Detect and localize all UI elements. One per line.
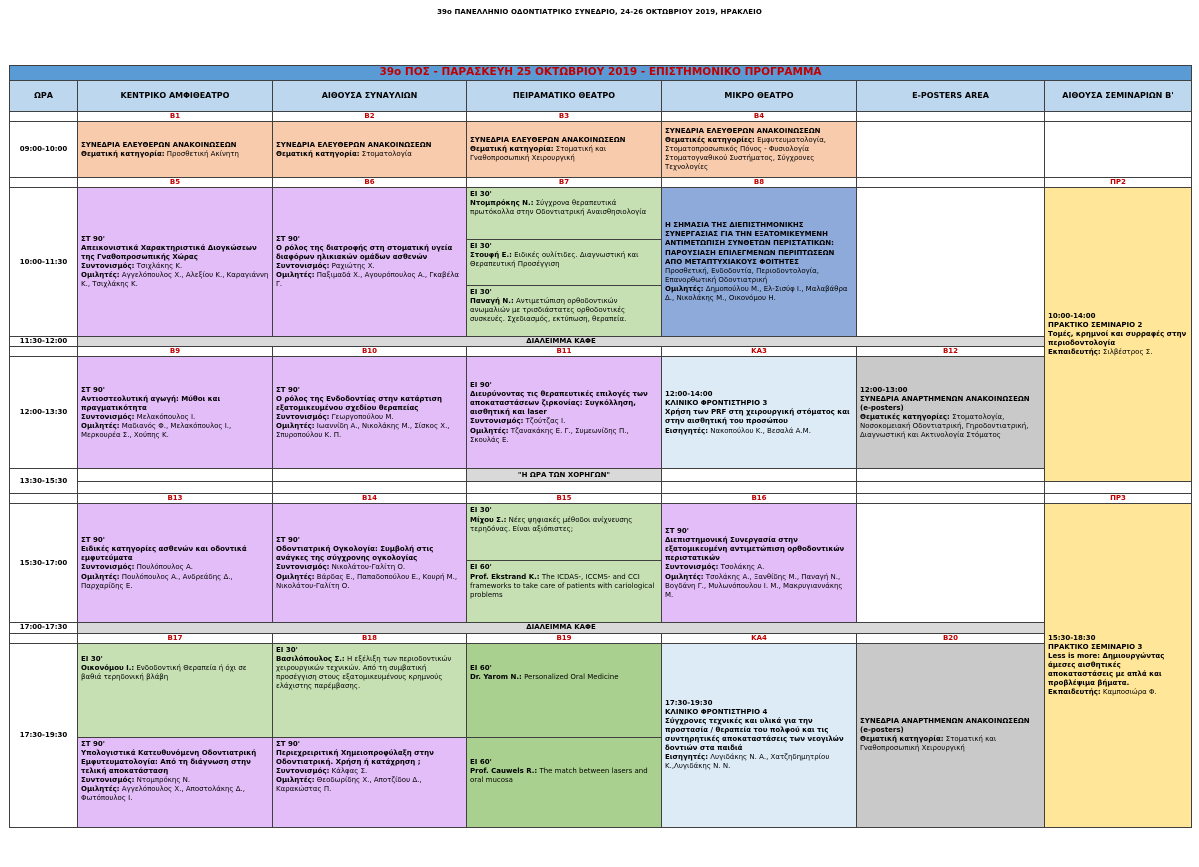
session-code: B18 [273, 633, 467, 643]
session-title: Οδοντιατρική Ογκολογία: Συμβολή στις ανάγκες της σύγχρονης ογκολογίας [276, 545, 434, 563]
lecture-title: The match between lasers and oral mucosa [470, 766, 648, 785]
session-b2 [273, 122, 467, 178]
session-title: ΣΥΝΕΔΡΙΑ ΑΝΑΡΤΗΜΕΝΩΝ ΑΝΑΚΟΙΝΩΣΕΩΝ (e-posters) [860, 716, 1030, 735]
col-header-central-amphitheatre: ΚΕΝΤΡΙΚΟ ΑΜΦΙΘΕΑΤΡΟ [78, 81, 273, 112]
speaker-name: Μίχου Σ.: [470, 515, 507, 524]
session-type: ΣΤ 90' [276, 234, 300, 243]
session-title: ΣΥΝΕΔΡΙΑ ΕΛΕΥΘΕΡΩΝ ΑΝΑΚΟΙΝΩΣΕΩΝ [470, 135, 626, 144]
session-b1 [78, 122, 273, 178]
session-code: B6 [273, 178, 467, 188]
session-subtitle: Τομές, κρημνοί και συρραφές στην περιοδοντολογία [1048, 330, 1187, 348]
lecture-title: Ενδοδοντική Θεραπεία ή όχι σε βαθιά τερηδονική βλάβη [81, 663, 247, 681]
instructor-label: Εκπαιδευτής: [1048, 348, 1101, 357]
session-type: ΣΤ 90' [81, 536, 105, 545]
session-subtitle: Σύγχρονες τεχνικές και υλικά για την προστασία / θεραπεία του πολφού και τις συντηρητικές αποκαταστάσεις των νεογιλών δοντιών στα παιδιά [665, 716, 844, 753]
coordination-label: Συντονισμός: [81, 563, 135, 572]
session-b11 [467, 357, 662, 469]
speakers: Βάρδας Ε., Παπαδοπούλου Ε., Κουρή Μ., Νικολάτου-Γαλίτη Ο. [276, 572, 458, 590]
category-value: Εμφυτευματολογία, Στοματοπροσωπικός Πόνος - Φυσιολογία Στοματογναθικού Συστήματος, Σύγχρονες Τεχνολογίες [665, 135, 827, 172]
session-b3 [467, 122, 662, 178]
session-b16 [662, 504, 857, 623]
session-title: Απεικονιστικά Χαρακτηριστικά Διογκώσεων της Γναθοπροσωπικής Χώρας [81, 244, 257, 262]
category-value: Στοματική και Γναθοπροσωπική Χειρουργική [470, 145, 607, 163]
session-type: ΣΤ 90' [81, 739, 105, 748]
speakers-label: Ομιλητές: [276, 421, 315, 430]
lecture-title: Σύγχρονα θεραπευτικά πρωτόκολλα στην Οδοντιατρική Αναισθησιολογία [470, 199, 647, 217]
coordination-label: Συντονισμός: [81, 262, 135, 271]
lecture-slot [467, 188, 661, 240]
session-b13 [78, 504, 273, 623]
coordination-label: Συντονισμός: [276, 262, 330, 271]
speakers: Θεοδωρίδης Χ., Αποτζίδου Δ., Καρακώστας Π. [276, 776, 422, 794]
session-type: ΕΙ 30' [470, 506, 492, 515]
coordinator: Τσολάκης Α. [720, 563, 765, 572]
session-time: 10:00-14:00 [1048, 311, 1096, 320]
session-title: Περιεχρειριτική Χημειοπροφύλαξη στην Οδοντιατρική. Χρήση ή κατάχρηση ; [276, 748, 434, 766]
speaker-name: Ντομπρόκης Ν.: [470, 199, 534, 208]
session-time: 12:00-13:00 [860, 385, 908, 394]
session-b12 [857, 357, 1045, 469]
session-b6 [273, 188, 467, 337]
coordinator: Τζούτζας Ι. [525, 417, 566, 426]
col-header-small-theatre: ΜΙΚΡΟ ΘΕΑΤΡΟ [662, 81, 857, 112]
category-label: Θεματικές κατηγορίες: [860, 412, 950, 421]
lecture-title: Νέες ψηφιακές μέθοδοι ανίχνευσης τερηδόνας. Είναι αξιόπιστες; [470, 515, 633, 533]
time-slot: 12:00-13:30 [10, 357, 78, 469]
speakers-label: Ομιλητές: [276, 776, 315, 785]
coordinator: Νικολάτου-Γαλίτη Ο. [331, 563, 406, 572]
time-slot: 09:00-10:00 [10, 122, 78, 178]
coordination-label: Συντονισμός: [276, 412, 330, 421]
session-pr2 [1045, 188, 1192, 482]
session-code: B3 [467, 112, 662, 122]
session-title: ΣΥΝΕΔΡΙΑ ΕΛΕΥΘΕΡΩΝ ΑΝΑΚΟΙΝΩΣΕΩΝ [665, 126, 821, 135]
speakers-label: Ομιλητές: [276, 572, 315, 581]
lecture-slot [467, 738, 661, 827]
session-type: ΕΙ 30' [470, 288, 492, 297]
session-type: ΣΤ 90' [665, 527, 689, 536]
session-b7 [467, 188, 662, 337]
session-code: B9 [78, 347, 273, 357]
speakers-label: Ομιλητές: [665, 284, 704, 293]
speakers: Δημοπούλου Μ., Ελ-Σισύφ Ι., Μαλαβάθρα Δ., Νικολάκης Μ., Οικονόμου Η. [665, 284, 848, 303]
session-subtitle: Less is more: Δημιουργώντας άμεσες αισθητικές αποκαταστάσεις με απλά και προβλέψιμα βήματα. [1048, 651, 1165, 688]
coordination-label: Συντονισμός: [81, 776, 135, 785]
coordinator: Ντομπρόκης Ν. [136, 776, 191, 785]
category-label: Θεματικές κατηγορίες: [665, 135, 755, 144]
session-code: B19 [467, 633, 662, 643]
session-type: ΣΤ 90' [276, 739, 300, 748]
session-code: B2 [273, 112, 467, 122]
session-title: ΠΡΑΚΤΙΚΟ ΣΕΜΙΝΑΡΙΟ 3 [1048, 642, 1143, 651]
speakers-label: Ομιλητές: [665, 572, 704, 581]
coordinator: Μελακόπουλος Ι. [136, 412, 196, 421]
page-header: 39ο ΠΑΝΕΛΛΗΝΙΟ ΟΔΟΝΤΙΑΤΡΙΚΟ ΣΥΝΕΔΡΙΟ, 24-26 ΟΚΤΩΒΡΙΟΥ 2019, ΗΡΑΚΛΕΙΟ [437, 8, 762, 16]
speakers-label: Ομιλητές: [470, 426, 509, 435]
speaker-name: Prof. Ekstrand K.: [470, 572, 540, 581]
lecture-slot [78, 644, 272, 738]
session-b15 [467, 504, 662, 623]
speakers: Παξιμαδά Χ., Αγουρόπουλος Α., Γκαβέλα Γ. [276, 271, 460, 289]
lecture-slot [467, 286, 661, 336]
time-slot: 17:30-19:30 [10, 643, 78, 827]
symposium-slot [78, 738, 272, 827]
speakers: Μαδιανός Φ., Μελακόπουλος Ι., Μερκουρέα Σ., Χούπης Κ. [81, 421, 232, 440]
session-b17 [78, 643, 273, 827]
coordination-label: Συντονισμός: [276, 766, 330, 775]
lecture-title: Ειδικές ουλίτιδες. Διαγνωστική και Θεραπευτική Προσέγγιση [470, 251, 639, 269]
session-time: 12:00-14:00 [665, 390, 713, 399]
session-type: ΕΙ 30' [470, 242, 492, 251]
session-code: B11 [467, 347, 662, 357]
session-title: ΣΥΝΕΔΡΙΑ ΑΝΑΡΤΗΜΕΝΩΝ ΑΝΑΚΟΙΝΩΣΕΩΝ (e-posters) [860, 394, 1030, 412]
session-code: B7 [467, 178, 662, 188]
session-b8 [662, 188, 857, 337]
speaker-name: Dr. Yarom N.: [470, 672, 522, 681]
coordinator: Κάλφας Σ. [331, 766, 368, 775]
session-type: ΣΤ 90' [81, 234, 105, 243]
session-b18 [273, 643, 467, 827]
session-type: ΕΙ 60' [470, 563, 492, 572]
category-value: Στοματική και Γναθοπροσωπική Χειρουργική [860, 735, 997, 753]
session-code: B8 [662, 178, 857, 188]
category-value: Στοματολογία [361, 149, 412, 158]
session-title: Διευρύνοντας τις θεραπευτικές επιλογές των αποκαταστάσεων ζιρκονίας: Συγκόλληση, αισθητική και laser [470, 390, 648, 417]
session-type: ΣΤ 90' [81, 385, 105, 394]
lecture-slot [467, 644, 661, 738]
coordination-label: Συντονισμός: [81, 412, 135, 421]
session-title: ΠΡΑΚΤΙΚΟ ΣΕΜΙΝΑΡΙΟ 2 [1048, 320, 1143, 329]
session-b14 [273, 504, 467, 623]
time-slot: 13:30-15:30 [10, 469, 78, 494]
session-type: ΣΤ 90' [276, 536, 300, 545]
speaker-name: Οικονόμου Ι.: [81, 663, 135, 672]
session-subtitle: Χρήση των PRF στη χειρουργική στόματος και στην αισθητική του προσώπου [665, 408, 850, 426]
session-code: B17 [78, 633, 273, 643]
session-title: Η ΣΗΜΑΣΙΑ ΤΗΣ ΔΙΕΠΙΣΤΗΜΟΝΙΚΗΣ ΣΥΝΕΡΓΑΣΙΑΣ ΓΙΑ ΤΗΝ ΕΞΑΤΟΜΙΚΕΥΜΕΝΗ ΑΝΤΙΜΕΤΩΠΙΣΗ ΣΥΝΘΕΤΩΝ ΠΕΡΙΣΤΑΤΙΚΩΝ: ΠΑΡΟΥΣΙΑΣΗ ΕΠΙΛΕΓΜΕΝΩΝ ΠΕΡΙΠΤΩΣΕΩΝ ΑΠΟ ΜΕΤΑΠΤΥΧΙΑΚΟΥΣ ΦΟΙΤΗΤΕΣ [665, 221, 835, 266]
session-code: ΠΡ3 [1045, 494, 1192, 504]
col-header-time: ΩΡΑ [10, 81, 78, 112]
speaker-name: Στουφή Ε.: [470, 251, 512, 260]
speakers: Τσολάκης Α., Ξανθίδης Μ., Παναγή Ν., Βογδάνη Γ., Μυλωνόπουλου Ι. Μ., Μακρυγιαννάκης Μ. [665, 572, 843, 599]
session-ka3 [662, 357, 857, 469]
session-b19 [467, 643, 662, 827]
session-pr3 [1045, 504, 1192, 827]
time-slot: 10:00-11:30 [10, 188, 78, 337]
coffee-break: ΔΙΑΛΕΙΜΜΑ ΚΑΦΕ [78, 337, 1045, 347]
session-b4 [662, 122, 857, 178]
lecture-slot [467, 240, 661, 286]
coordinator: Γεωργοπούλου Μ. [331, 412, 394, 421]
presenters: Νακοπούλου Κ., Βεσαλά Α.Μ. [710, 426, 811, 435]
session-type: ΕΙ 30' [470, 190, 492, 199]
session-type: ΕΙ 90' [470, 381, 492, 390]
session-type: ΕΙ 30' [81, 654, 103, 663]
col-header-e-posters-area: E-POSTERS AREA [857, 81, 1045, 112]
col-header-experimental-theatre: ΠΕΙΡΑΜΑΤΙΚΟ ΘΕΑΤΡΟ [467, 81, 662, 112]
session-code: B1 [78, 112, 273, 122]
category-label: Θεματική κατηγορία: [81, 149, 165, 158]
session-code: B5 [78, 178, 273, 188]
session-time: 17:30-19:30 [665, 698, 713, 707]
session-code: B15 [467, 494, 662, 504]
speakers-label: Ομιλητές: [276, 271, 315, 280]
session-type: ΕΙ 60' [470, 757, 492, 766]
sponsors-hour: "Η ΩΡΑ ΤΩΝ ΧΟΡΗΓΩΝ" [467, 469, 662, 482]
coordination-label: Συντονισμός: [276, 563, 330, 572]
presenters-label: Εισηγητές: [665, 753, 709, 762]
time-slot: 15:30-17:00 [10, 504, 78, 623]
session-b5 [78, 188, 273, 337]
session-title: Ο ρόλος της διατροφής στη στοματική υγεία διαφόρων ηλικιακών ομάδων ασθενών [276, 244, 453, 262]
speakers-label: Ομιλητές: [81, 421, 120, 430]
session-b20 [857, 643, 1045, 827]
schedule-title: 39ο ΠΟΣ - ΠΑΡΑΣΚΕΥΗ 25 ΟΚΤΩΒΡΙΟΥ 2019 - ΕΠΙΣΤΗΜΟΝΙΚΟ ΠΡΟΓΡΑΜΜΑ [10, 66, 1192, 81]
session-b10 [273, 357, 467, 469]
session-title: ΚΛΙΝΙΚΟ ΦΡΟΝΤΙΣΤΗΡΙΟ 3 [665, 399, 768, 408]
presenters-label: Εισηγητές: [665, 426, 709, 435]
session-title: Αντιοστεολυτική αγωγή: Μύθοι και πραγματικότητα [81, 394, 221, 412]
coffee-break: ΔΙΑΛΕΙΜΜΑ ΚΑΦΕ [78, 623, 1045, 633]
category-label: Θεματική κατηγορία: [276, 149, 360, 158]
session-title: ΣΥΝΕΔΡΙΑ ΕΛΕΥΘΕΡΩΝ ΑΝΑΚΟΙΝΩΣΕΩΝ [276, 140, 432, 149]
speakers: Τζανακάκης Ε. Γ., Συμεωνίδης Π., Σκουλάς Ε. [470, 426, 629, 444]
speakers: Αγγελόπουλος Χ., Αλεξίου Κ., Καραγιάννη Κ., Τσιχλάκης Κ. [81, 271, 269, 289]
speakers-label: Ομιλητές: [81, 785, 120, 794]
session-b9 [78, 357, 273, 469]
lecture-title: Η εξέλιξη των περιοδοντικών χειρουργικών τεχνικών. Από τη συμβατική προσέγγιση στους εξατομικευμένους κρημνούς ελάχιστης παρέμβασης. [276, 654, 452, 691]
speaker-name: Παναγή Ν.: [470, 297, 514, 306]
session-code: B13 [78, 494, 273, 504]
session-code: ΠΡ2 [1045, 178, 1192, 188]
instructor: Καμποσιώρα Φ. [1102, 688, 1157, 697]
session-code: B12 [857, 347, 1045, 357]
speakers-label: Ομιλητές: [81, 572, 120, 581]
session-title: ΣΥΝΕΔΡΙΑ ΕΛΕΥΘΕΡΩΝ ΑΝΑΚΟΙΝΩΣΕΩΝ [81, 140, 237, 149]
category-label: Θεματική κατηγορία: [860, 735, 944, 744]
category-label: Θεματική κατηγορία: [470, 145, 554, 154]
session-code: KA3 [662, 347, 857, 357]
coordination-label: Συντονισμός: [470, 417, 524, 426]
speakers-label: Ομιλητές: [81, 271, 120, 280]
speakers: Αγγελόπουλος Χ., Αποστολάκης Δ., Φωτόπουλος Ι. [81, 785, 245, 803]
session-code: B10 [273, 347, 467, 357]
speaker-name: Prof. Cauwels R.: [470, 766, 538, 775]
session-title: Ειδικές κατηγορίες ασθενών και οδοντικά εμφυτεύματα [81, 545, 247, 563]
col-header-concert-hall: ΑΙΘΟΥΣΑ ΣΥΝΑΥΛΙΩΝ [273, 81, 467, 112]
coordination-label: Συντονισμός: [665, 563, 719, 572]
session-time: 15:30-18:30 [1048, 633, 1096, 642]
session-type: ΣΤ 90' [276, 385, 300, 394]
session-ka4 [662, 643, 857, 827]
session-code: KA4 [662, 633, 857, 643]
coordinator: Τσιχλάκης Κ. [136, 262, 183, 271]
lecture-slot [273, 644, 466, 738]
session-type: ΕΙ 60' [470, 663, 492, 672]
coordinator: Πουλόπουλος Α. [136, 563, 193, 572]
instructor: Σιλβέστρος Σ. [1102, 348, 1153, 357]
lecture-slot [467, 504, 661, 561]
coordinator: Ραχιώτης Χ. [331, 262, 375, 271]
presenters: Λυγιδάκης Ν. Α., Χατζηδημητρίου Κ.,Λυγιδάκης Ν. Ν. [665, 753, 830, 771]
speaker-name: Βασιλόπουλος Σ.: [276, 654, 345, 663]
session-code: B16 [662, 494, 857, 504]
lecture-slot [467, 561, 661, 622]
session-title: ΚΛΙΝΙΚΟ ΦΡΟΝΤΙΣΤΗΡΙΟ 4 [665, 707, 768, 716]
session-title: Ο ρόλος της Ενδοδοντίας στην κατάρτιση εξατομικευμένου σχεδίου θεραπείας [276, 394, 443, 412]
session-title: Υπολογιστικά Κατευθυνόμενη Οδοντιατρική Εμφυτευματολογία: Από τη διάγνωση στην τελική αποκατάσταση [81, 748, 257, 775]
session-code: B14 [273, 494, 467, 504]
time-slot: 11:30-12:00 [10, 337, 78, 347]
col-header-seminar-room-b: ΑΙΘΟΥΣΑ ΣΕΜΙΝΑΡΙΩΝ Β' [1045, 81, 1192, 112]
lecture-title: Personalized Oral Medicine [524, 672, 619, 681]
schedule-table [9, 65, 1192, 828]
time-slot: 17:00-17:30 [10, 623, 78, 633]
session-fields: Προσθετική, Ενδοδοντία, Περιοδοντολογία, Επανορθωτική Οδοντιατρική [665, 266, 819, 284]
session-code: B20 [857, 633, 1045, 643]
category-value: Στοματολογία, Νοσοκομειακή Οδοντιατρική, Γηροδοντιατρική, Διαγνωστική και Ακτινολογία Στόματος [860, 412, 1029, 440]
category-value: Προσθετική Ακίνητη [166, 149, 239, 158]
symposium-slot [273, 738, 466, 827]
lecture-title: The ICDAS-, ICCMS- and CCI frameworks to take care of patients with cariological problems [470, 572, 655, 599]
session-title: Διεπιστημονική Συνεργασία στην εξατομικευμένη αντιμετώπιση ορθοδοντικών περιστατικών [665, 536, 845, 563]
lecture-title: Αντιμετώπιση ορθοδοντικών ανωμαλιών με τρισδιάστατες ορθοδοντικές συσκευές. Σχεδιασμός, εκτύπωση, θεραπεία. [470, 297, 627, 324]
session-type: ΕΙ 30' [276, 645, 298, 654]
instructor-label: Εκπαιδευτής: [1048, 688, 1101, 697]
session-code: B4 [662, 112, 857, 122]
speakers: Ιωαννίδη Α., Νικολάκης Μ., Σίσκος Χ., Σπυροπούλου Κ. Π. [276, 421, 450, 440]
speakers: Πουλόπουλος Α., Ανδρεάδης Δ., Παρχαρίδης Ε. [81, 572, 233, 590]
